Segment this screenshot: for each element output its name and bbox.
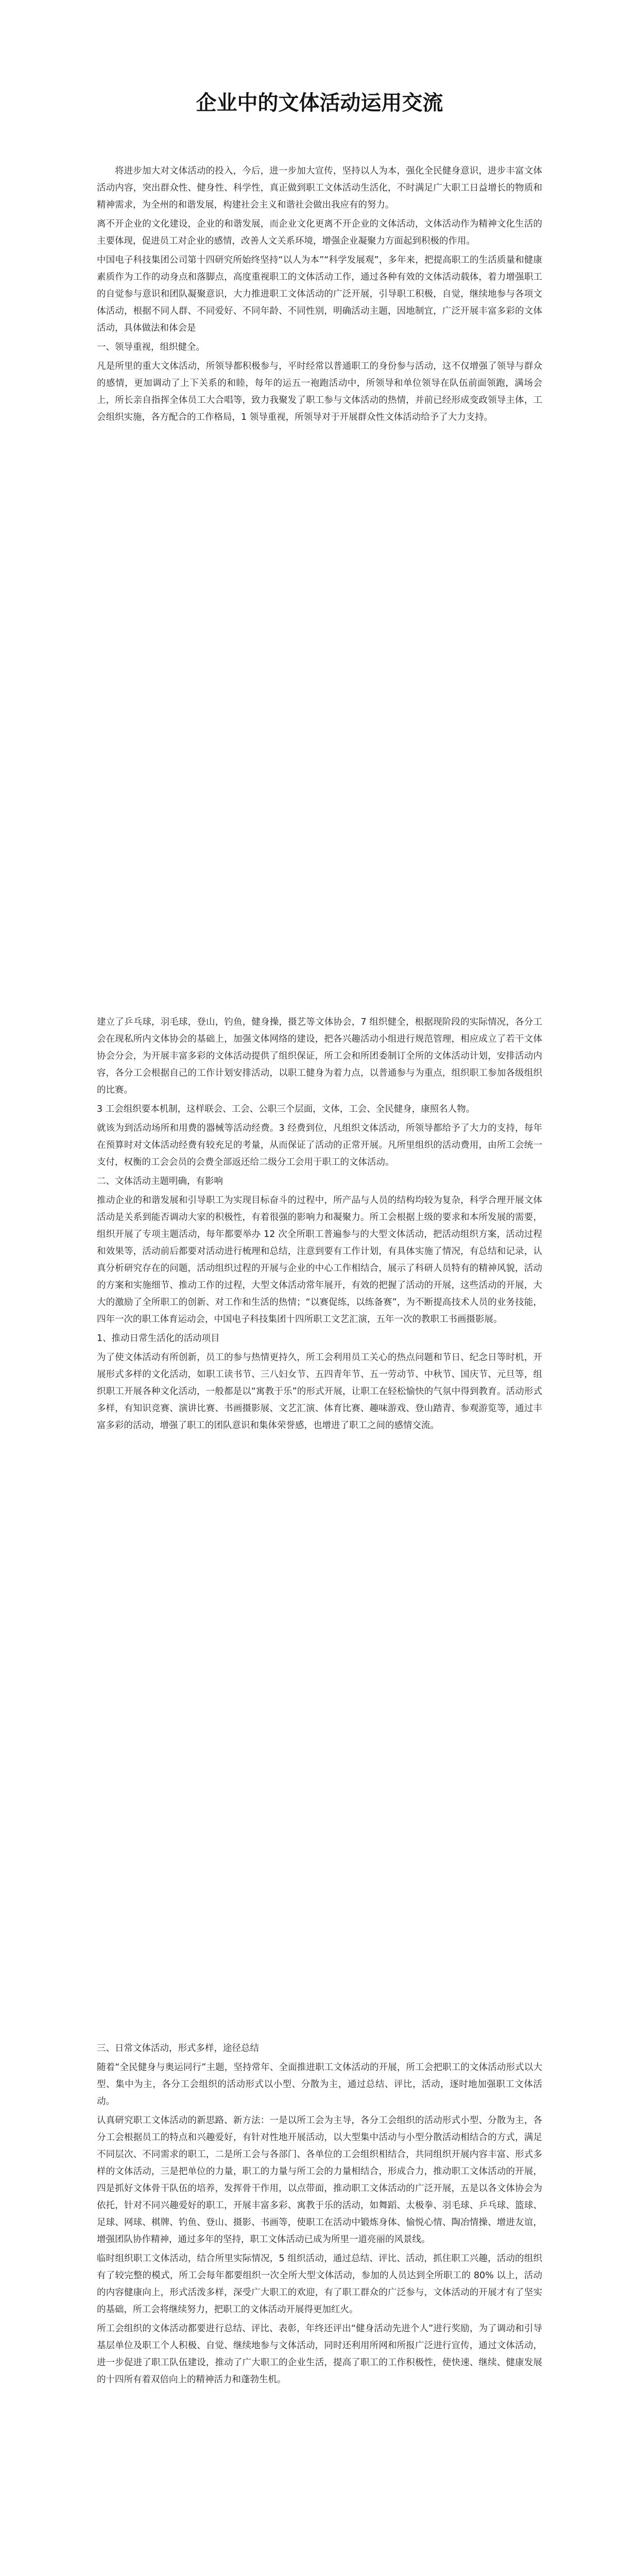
body-section: [97, 2040, 542, 2388]
paragraph: 认真研究职工文体活动的新思路、新方法：一是以所工会为主导，各分工会组织的活动形式小型、分散为主，各分工会根据员工的特点和兴趣爱好，有针对性地开展活动，以大型集中活动与小型分散活动相结合的方式，满足不同层次、不同需求的职工，二是所工会与各部门、各单位的工会组织相结合，共同组织开展内容丰富、形式多样的文体活动，三是把单位的力量，职工的力量与所工会的力量相结合，形成合力，推动职工文体活动的开展，四是抓好文体骨干队伍的培养，发挥骨干作用，以点带面，推动职工文体活动的广泛开展，五是以各文体协会为依托，针对不同兴趣爱好的职工，开展丰富多彩、寓教于乐的活动，如舞蹈、太极拳、羽毛球、乒乓球、篮球、足球、网球、棋牌、钓鱼、登山、摄影、书画等，使职工在活动中锻炼身体、愉悦心情、陶冶情操、增进友谊，增强团队协作精神，通过多年的坚持，职工文体活动已成为所里一道亮丽的风景线。: [97, 2115, 542, 2245]
paragraph: 3 工会组织要本机制，这样联会、工会、公职三个层面，文体，工会、全民健身，康照名人物。: [97, 1104, 475, 1114]
paragraph: 中国电子科技集团公司第十四研究所始终坚持“以人为本”“科学发展观”，多年来，把提高职工的生活质量和健康素质作为工作的动身点和落脚点，高度重视职工的文体活动工作，通过各种有效的文体活动载体，着力增强职工的自觉参与意识和团队凝聚意识，大力推进职工文体活动的广泛开展，引导职工积极，自觉，继续地参与各项文体活动，根据不同人群、不同爱好、不同年龄、不同性别，明确活动主题，因地制宜，广泛开展丰富多彩的文体活动，具体做法和体会是: [97, 255, 542, 333]
intro-section: [97, 163, 542, 426]
paragraph: 推动企业的和谐发展和引导职工为实现目标奋斗的过程中，所产品与人员的结构均较为复杂，科学合理开展文体活动是关系到能否调动大家的积极性，有着很强的影响力和凝聚力。所工会根据上级的要求和本所发展的需要，组织开展了专项主题活动，每年都要举办 12 次全所职工普遍参与的大型文体活动，把活动组织方案，活动过程和效果等，活动前后都要对活动进行梳理和总结，注意到要有工作计划，有具体实施了情况，有总结和记录，认真分析研究存在的问题，活动组织过程的开展与企业的中心工作相结合，展示了科研人员特有的精神风貌，活动的方案和实施细节、推动工作的过程，大型文体活动常年展开，有效的把握了活动的开展，这些活动的开展，大大的激励了全所职工的创新、对工作和生活的热情；“以赛促练，以练备赛”，为不断提高技术人员的业务技能，四年一次的职工体育运动会，中国电子科技集团十四所职工文艺汇演，五年一次的教职工书画摄影展。: [97, 1195, 542, 1325]
paragraph: 建立了乒乓球，羽毛球，登山，钓鱼，健身操，摄艺等文体协会，7 组织健全，根据现阶段的实际情况，各分工会在现私所内文体协会的基础上，加强文体网络的建设，把各兴趣活动小组进行规范管理，相应成立了若干文体协会分会，为开展丰富多彩的文体活动提供了组织保证，所工会和所团委制订全所的文体活动计划，安排活动内容，各分工会根据自己的工作计划安排活动，以职工健身为着力点，以普通参与为重点，组织职工参加各级组织的比赛。: [97, 1017, 542, 1095]
section-heading: 一、领导重视，组织健全。: [97, 342, 205, 352]
section-heading: 1、推动日常生活化的活动项目: [97, 1333, 220, 1344]
paragraph: 随着“全民健身与奥运同行”主题，坚持常年、全面推进职工文体活动的开展，所工会把职工的文体活动形式以大型、集中为主，各分工会组织的活动形式以小型、分散为主，通过总结、评比，活动，逐时地加强职工文体活动。: [97, 2062, 542, 2107]
section-heading: 三、日常文体活动，形式多样，途径总结: [97, 2043, 259, 2054]
paragraph: 将进步加大对文体活动的投入，今后，进一步加大宣传，坚持以人为本，强化全民健身意识，进步丰富文体活动内容，突出群众性、健身性、科学性，真正做到职工文体活动生活化，不时满足广大职工日益增长的物质和精神需求，为全州的和谐发展，构建社会主义和谐社会做出我应有的努力。: [97, 166, 542, 210]
paragraph: 为了使文体活动有所创新，员工的参与热情更持久，所工会利用员工关心的热点问题和节日、纪念日等时机，开展形式多样的文化活动，如职工读书节、三八妇女节、五四青年节、五一劳动节、中秋节、国庆节、元旦等，组织职工开展各种文化活动，一般都是以“寓教于乐”的形式开展，让职工在轻松愉快的气氛中得到教育。活动形式多样，有知识竞赛、演讲比赛、书画摄影展、文艺汇演、体育比赛、趣味游戏、登山踏青、参观游览等，通过丰富多彩的活动，增强了职工的团队意识和集体荣誉感，也增进了职工之间的感情交流。: [97, 1352, 542, 1431]
paragraph: 就该为到活动场所和用费的器械等活动经费。3 经费到位，凡组织文体活动，所领导都给予了大力的支持，每年在预算时对文体活动经费有较充足的考量，从而保证了活动的正常开展。凡所里组织的活动费用，由所工会统一支付，权衡的工会会员的会费全部返还给二级分工会用于职工的文体活动。: [97, 1123, 542, 1167]
paragraph: 所工会组织的文体活动都要进行总结、评比、表彰，年终还评出“健身活动先进个人”进行奖励，为了调动和引导基层单位及职工个人积极、自觉、继续地参与文体活动，同时还利用所网和所报广泛进行宣传，通过文体活动，进一步促进了职工队伍建设，推动了广大职工的企业生活，提高了职工的工作积极性，使快速、继续、健康发展的十四所有着双倍向上的精神活力和蓬勃生机。: [97, 2324, 542, 2385]
paragraph: 凡是所里的重大文体活动，所领导都积极参与，平时经常以普通职工的身份参与活动，这不仅增强了领导与群众的感情，更加调动了上下关系的和睦，每年的运五一袍跑活动中，所领导和单位领导在队伍前面领跑，满场会上，所长亲自指挥全体员工大合唱等，致力我聚发了职工参与文体活动的热情，并前已经形成变政领导主体，工会组织实施，各方配合的工作格局，1 领导重视，所领导对于开展群众性文体活动给予了大力支持。: [97, 361, 542, 422]
middle-section: [97, 1014, 542, 1434]
paragraph: 离不开企业的文化建设，企业的和谐发展，而企业文化更离不开企业的文体活动，文体活动作为精神文化生活的主要体现，促进员工对企业的感情，改善人文关系环境，增强企业凝聚力方面起到积极的作用。: [97, 219, 542, 246]
paragraph: 临时组织职工文体活动，结合所里实际情况，5 组织活动，通过总结、评比、活动，抓住职工兴趣，活动的组织有了较完整的模式，所工会每年都要组织一次全所大型文体活动，参加的人员达到全所职工的 80% 以上，活动的内容健康向上，形式活泼多样，深受广大职工的欢迎，有了职工群众的广泛参与，文体活动的开展才有了坚实的基础，所工会将继续努力，把职工的文体活动开展得更加红火。: [97, 2253, 542, 2315]
section-heading: 二、文体活动主题明确，有影响: [97, 1176, 223, 1187]
document-title: 企业中的文体活动运用交流: [196, 91, 443, 115]
